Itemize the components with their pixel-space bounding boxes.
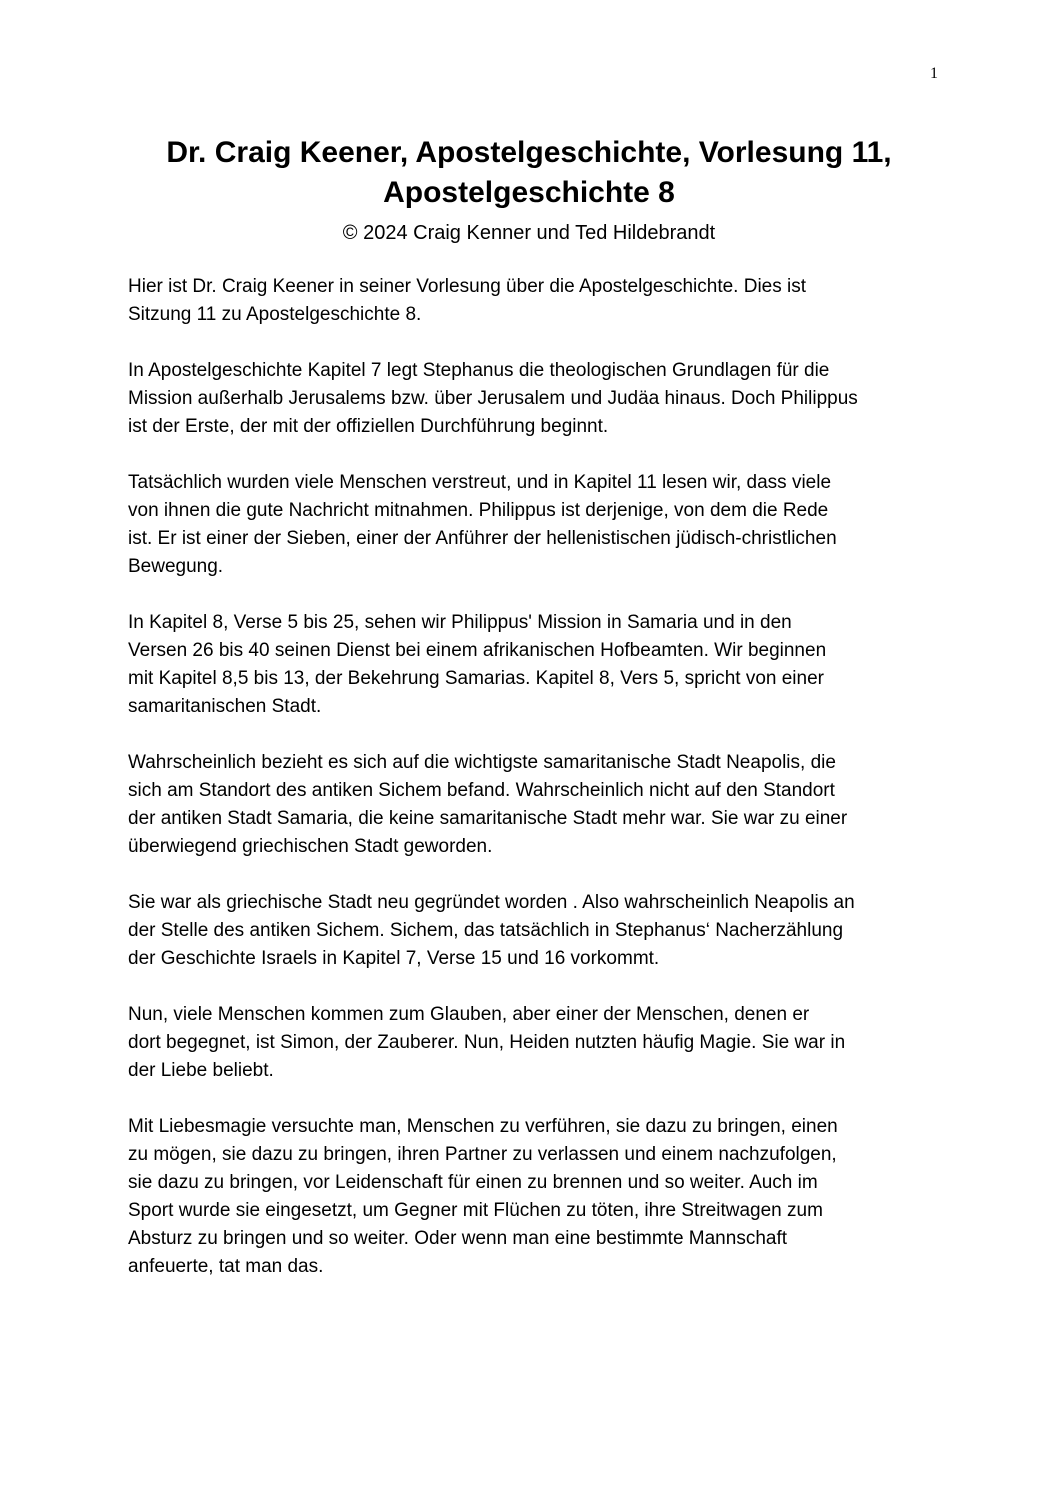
paragraph: Wahrscheinlich bezieht es sich auf die wichtigste samaritanische Stadt Neapolis, die sich am Standort des antiken Sichem befand. Wahrscheinlich nicht auf den Standort der antiken Stadt Samaria, die keine samaritanische Stadt mehr war. Sie war zu einer überwiegend griechischen Stadt geworden.	[128, 752, 848, 857]
paragraph: Mit Liebesmagie versuchte man, Menschen zu verführen, sie dazu zu bringen, einen zu mögen, sie dazu zu bringen, ihren Partner zu verlassen und einem nachzufolgen, sie dazu zu bringen, vor Leidenschaft für einen zu brennen und so weiter. Auch im Sport wurde sie eingesetzt, um Gegner mit Flüchen zu töten, ihre Streitwagen zum Absturz zu bringen und so weiter. Oder wenn man eine bestimmte Mannschaft anfeuerte, tat man das.	[128, 1116, 838, 1277]
paragraph: In Apostelgeschichte Kapitel 7 legt Stephanus die theologischen Grundlagen für die Mission außerhalb Jerusalems bzw. über Jerusalem und Judäa hinaus. Doch Philippus ist der Erste, der mit der offiziellen Durchführung beginnt.	[128, 360, 858, 437]
copyright-line: © 2024 Craig Kenner und Ted Hildebrandt	[342, 222, 716, 244]
paragraph: In Kapitel 8, Verse 5 bis 25, sehen wir Philippus' Mission in Samaria und in den Versen 26 bis 40 seinen Dienst bei einem afrikanischen Hofbeamten. Wir beginnen mit Kapitel 8,5 bis 13, der Bekehrung Samarias. Kapitel 8, Vers 5, spricht von einer samaritanischen Stadt.	[128, 612, 827, 717]
document-title	[100, 133, 958, 213]
title-line-1: Dr. Craig Keener, Apostelgeschichte, Vorlesung 11,	[166, 136, 892, 169]
page-number: 1	[930, 65, 938, 82]
paragraph: Tatsächlich wurden viele Menschen verstreut, und in Kapitel 11 lesen wir, dass viele von ihnen die gute Nachricht mitnahmen. Philippus ist derjenige, von dem die Rede ist. Er ist einer der Sieben, einer der Anführer der hellenistischen jüdisch-christlichen Bewegung.	[128, 472, 837, 577]
paragraph: Nun, viele Menschen kommen zum Glauben, aber einer der Menschen, denen er dort begegnet, ist Simon, der Zauberer. Nun, Heiden nutzten häufig Magie. Sie war in der Liebe beliebt.	[128, 1004, 846, 1081]
document-body	[128, 273, 936, 1309]
title-line-2: Apostelgeschichte 8	[383, 176, 675, 209]
paragraph: Hier ist Dr. Craig Keener in seiner Vorlesung über die Apostelgeschichte. Dies ist Sitzung 11 zu Apostelgeschichte 8.	[128, 276, 807, 325]
paragraph: Sie war als griechische Stadt neu gegründet worden . Also wahrscheinlich Neapolis an der Stelle des antiken Sichem. Sichem, das tatsächlich in Stephanus‘ Nacherzählung der Geschichte Israels in Kapitel 7, Verse 15 und 16 vorkommt.	[128, 892, 855, 969]
